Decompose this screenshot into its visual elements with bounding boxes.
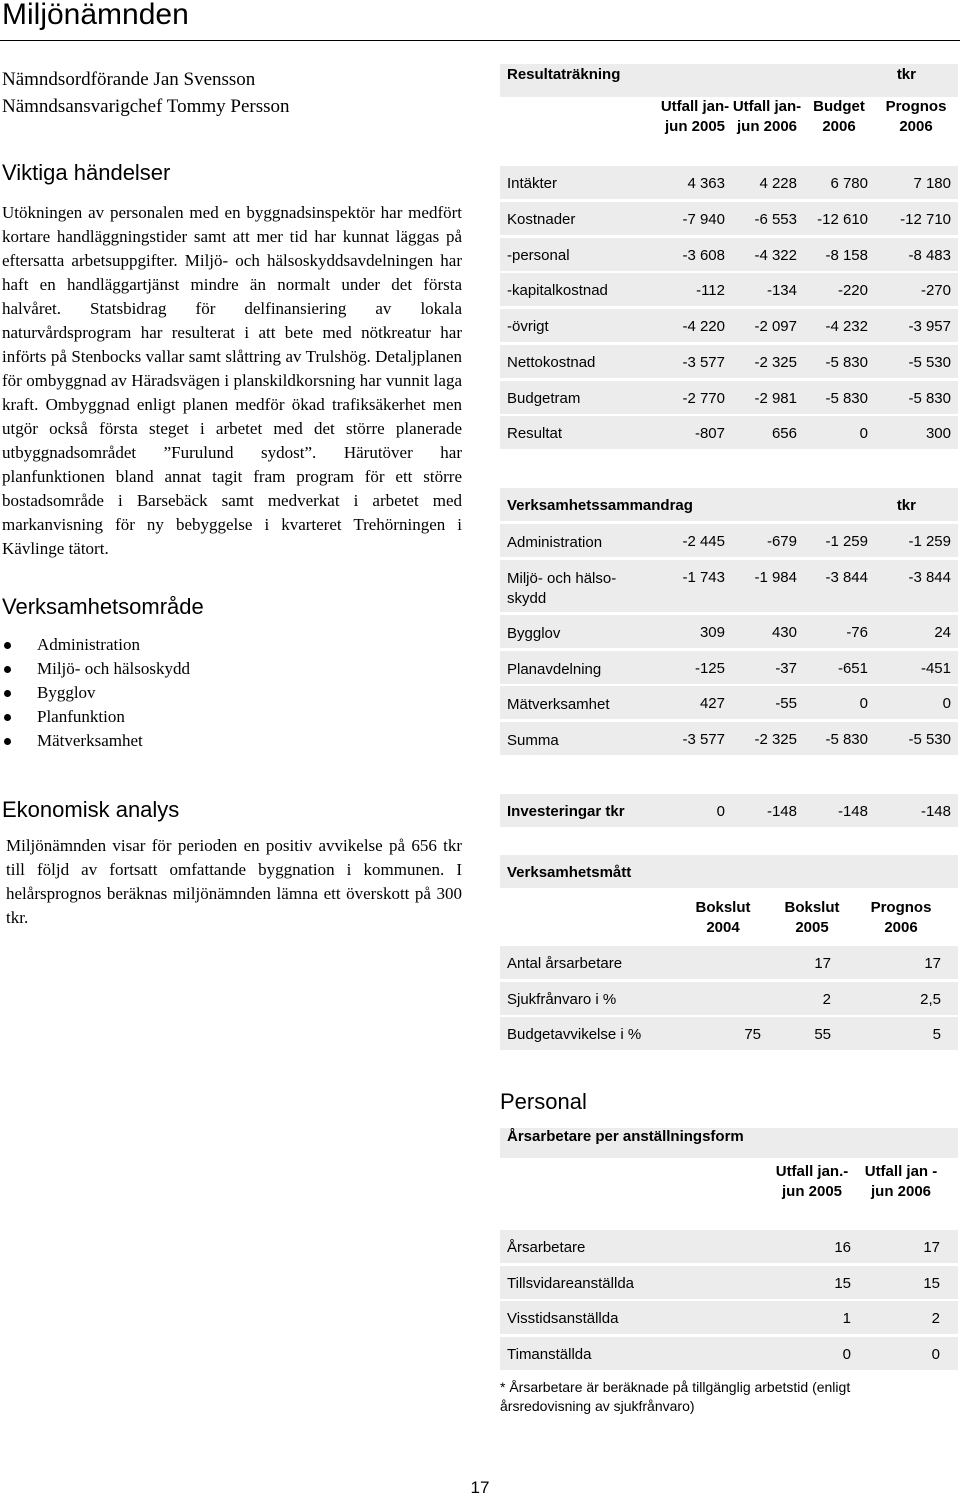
result-row xyxy=(500,309,958,342)
measures-header-row xyxy=(500,890,958,946)
value-cell: -807 xyxy=(694,425,725,442)
result-row xyxy=(500,166,958,199)
title-rule xyxy=(0,40,960,41)
value-cell: -55 xyxy=(775,695,797,712)
value-cell: -2 445 xyxy=(682,533,725,550)
personal-row xyxy=(500,1266,958,1299)
personal-heading: Personal xyxy=(500,1089,587,1114)
row-label: Mätverksamhet xyxy=(507,696,610,713)
personal-row xyxy=(500,1301,958,1334)
value-cell: -4 232 xyxy=(825,318,868,335)
summary-row xyxy=(500,651,958,684)
value-cell: -2 770 xyxy=(682,390,725,407)
measures-row xyxy=(500,982,958,1015)
value-cell: 24 xyxy=(934,624,951,641)
value-cell: 0 xyxy=(859,695,868,712)
area-item: Administration xyxy=(2,633,462,657)
value-cell: -5 830 xyxy=(908,390,951,407)
result-row xyxy=(500,381,958,414)
column-header: Utfall jan.- jun 2005 xyxy=(775,1163,849,1200)
value-cell: -3 577 xyxy=(682,731,725,748)
area-item: Miljö- och hälsoskydd xyxy=(2,657,462,681)
value-cell: 15 xyxy=(923,1275,940,1292)
events-text: Utökningen av personalen med en byggnadsinspektör har medfört kortare handläggningstider samt att mer tid har kunnat läggas på eftersatta arbetsuppgifter. Miljö- och hälsoskyddsavdelningen har haft en handläggartjänst mindre än normalt under det första halvåret. Statsbidrag för delfinansiering av lokala naturvårdsprogram har resulterat i att bete med nötkreatur har införts på Stenbocks vallar samt slåttring av Trulshög. Detaljplanen för ombyggnad av Häradsvägen i planskildkorsning har vunnit laga kraft. Ombyggnad enligt planen medför ökad trafiksäkerhet men utgör också första steget i arbetet med det större planerade utbyggnadsområdet ”Furulund sydost”. Härutöver har planfunktionen bland annat tagit fram program för ett större bostadsområde i Barsebäck samt medverkat i arbetet med markanvisning för ny bebyggelse i kvarteret Trehörningen i Kävlinge tätort. xyxy=(2,203,462,558)
area-item: Planfunktion xyxy=(2,705,462,729)
result-row xyxy=(500,238,958,271)
value-cell: -125 xyxy=(694,660,725,677)
row-label: Administration xyxy=(507,534,603,551)
value-cell: 430 xyxy=(771,624,797,641)
value-cell: -3 577 xyxy=(682,354,725,371)
value-cell: 300 xyxy=(925,425,951,442)
value-cell: 5 xyxy=(932,1026,941,1043)
invest-row xyxy=(500,794,958,827)
econ-heading: Ekonomisk analys xyxy=(2,797,180,822)
measures-row xyxy=(500,946,958,979)
value-cell: -1 259 xyxy=(825,533,868,550)
chair-line: Nämndsordförande Jan Svensson xyxy=(2,69,256,90)
row-label: Summa xyxy=(507,732,559,749)
value-cell: -7 940 xyxy=(682,211,725,228)
result-title: Resultaträkning xyxy=(507,66,621,83)
area-list xyxy=(2,633,462,753)
value-cell: 7 180 xyxy=(913,175,951,192)
value-cell: -1 984 xyxy=(754,569,797,586)
summary-row xyxy=(500,722,958,755)
personal-title: Årsarbetare per anställningsform xyxy=(507,1128,744,1145)
value-cell: -3 844 xyxy=(825,569,868,586)
measures-title: Verksamhetsmått xyxy=(507,864,632,881)
row-label: Tillsvidareanställda xyxy=(507,1275,635,1292)
column-header: Utfall jan-jun 2005 xyxy=(660,98,730,135)
chief-line: Nämndsansvarigchef Tommy Persson xyxy=(2,96,290,117)
row-label: Sjukfrånvaro i % xyxy=(507,991,617,1008)
area-heading: Verksamhetsområde xyxy=(2,594,204,619)
value-cell: -451 xyxy=(920,660,951,677)
value-cell: 4 228 xyxy=(759,175,797,192)
column-header: Utfall jan - jun 2006 xyxy=(864,1163,938,1200)
value-cell: -2 097 xyxy=(754,318,797,335)
row-label: -kapitalkostnad xyxy=(507,282,608,299)
value-cell: 309 xyxy=(699,624,725,641)
row-label: Miljö- och hälso- skydd xyxy=(507,570,617,607)
chair-block xyxy=(2,66,462,120)
column-header: Prognos 2006 xyxy=(885,98,947,135)
column-header: Utfall jan-jun 2006 xyxy=(732,98,802,135)
result-row xyxy=(500,416,958,449)
value-cell: -5 830 xyxy=(825,390,868,407)
value-cell: -148 xyxy=(766,803,797,820)
value-cell: 0 xyxy=(716,803,725,820)
value-cell: -12 710 xyxy=(900,211,951,228)
area-item: Bygglov xyxy=(2,681,462,705)
result-unit: tkr xyxy=(896,66,916,83)
value-cell: -270 xyxy=(920,282,951,299)
personal-header-row xyxy=(500,1158,958,1224)
row-label: Planavdelning xyxy=(507,661,602,678)
value-cell: 0 xyxy=(859,425,868,442)
personal-row xyxy=(500,1337,958,1370)
value-cell: -3 608 xyxy=(682,247,725,264)
value-cell: 0 xyxy=(931,1346,940,1363)
summary-row xyxy=(500,615,958,648)
value-cell: -8 158 xyxy=(825,247,868,264)
row-label: Resultat xyxy=(507,425,563,442)
value-cell: 75 xyxy=(744,1026,761,1043)
value-cell: 17 xyxy=(923,1239,940,1256)
value-cell: -37 xyxy=(775,660,797,677)
value-cell: -76 xyxy=(846,624,868,641)
page-number: 17 xyxy=(470,1478,490,1497)
econ-body: Miljönämnden visar för perioden en positiv avvikelse på 656 tkr till följd av fortsatt omfattande byggnation i kommunen. I helårsprognos beräknas miljönämnden lämna ett överskott på 300 tkr. xyxy=(6,836,462,927)
value-cell: 656 xyxy=(771,425,797,442)
summary-unit: tkr xyxy=(896,497,916,514)
column-header: Bokslut 2005 xyxy=(784,899,840,936)
column-header: Budget 2006 xyxy=(813,98,865,135)
summary-title: Verksamhetssammandrag xyxy=(507,497,693,514)
value-cell: 2 xyxy=(931,1310,940,1327)
value-cell: -5 830 xyxy=(825,354,868,371)
row-label: Budgetavvikelse i % xyxy=(507,1026,642,1043)
value-cell: -134 xyxy=(766,282,797,299)
result-row xyxy=(500,273,958,306)
value-cell: -5 530 xyxy=(908,731,951,748)
row-label: Antal årsarbetare xyxy=(507,955,623,972)
value-cell: -5 830 xyxy=(825,731,868,748)
value-cell: 55 xyxy=(814,1026,831,1043)
row-label: Årsarbetare xyxy=(507,1239,586,1256)
page-title: Miljönämnden xyxy=(2,0,189,31)
value-cell: -651 xyxy=(837,660,868,677)
column-header: Prognos 2006 xyxy=(870,899,932,936)
value-cell: 6 780 xyxy=(830,175,868,192)
summary-row xyxy=(500,686,958,719)
row-label: Kostnader xyxy=(507,211,576,228)
summary-row xyxy=(500,560,958,612)
events-body xyxy=(2,201,462,561)
value-cell: 1 xyxy=(842,1310,851,1327)
row-label: Timanställda xyxy=(507,1346,592,1363)
measures-title-row xyxy=(500,855,958,888)
value-cell: 4 363 xyxy=(687,175,725,192)
value-cell: -4 322 xyxy=(754,247,797,264)
row-label: Visstidsanställda xyxy=(507,1310,619,1327)
value-cell: 2 xyxy=(822,991,831,1008)
events-heading: Viktiga händelser xyxy=(2,160,171,185)
value-cell: -6 553 xyxy=(754,211,797,228)
value-cell: 17 xyxy=(814,955,831,972)
value-cell: 427 xyxy=(699,695,725,712)
invest-label: Investeringar tkr xyxy=(507,803,625,820)
value-cell: 2,5 xyxy=(920,991,941,1008)
personal-title-row xyxy=(500,1128,958,1158)
value-cell: -112 xyxy=(696,282,725,299)
value-cell: -12 610 xyxy=(817,211,868,228)
value-cell: -3 957 xyxy=(908,318,951,335)
personal-row xyxy=(500,1230,958,1263)
value-cell: -1 743 xyxy=(682,569,725,586)
measures-row xyxy=(500,1017,958,1050)
summary-row xyxy=(500,524,958,557)
row-label: Bygglov xyxy=(507,625,561,642)
result-row xyxy=(500,202,958,235)
value-cell: -148 xyxy=(837,803,868,820)
value-cell: 0 xyxy=(942,695,951,712)
summary-title-row xyxy=(500,488,958,521)
value-cell: -220 xyxy=(837,282,868,299)
row-label: -personal xyxy=(507,247,570,264)
result-title-row xyxy=(500,64,958,97)
row-label: Intäkter xyxy=(507,175,558,192)
column-header: Bokslut 2004 xyxy=(695,899,751,936)
value-cell: -2 325 xyxy=(754,731,797,748)
value-cell: 16 xyxy=(834,1239,851,1256)
value-cell: -2 981 xyxy=(754,390,797,407)
row-label: Nettokostnad xyxy=(507,354,596,371)
value-cell: -5 530 xyxy=(908,354,951,371)
value-cell: -2 325 xyxy=(754,354,797,371)
value-cell: 17 xyxy=(924,955,941,972)
value-cell: -4 220 xyxy=(682,318,725,335)
result-row xyxy=(500,345,958,378)
value-cell: -1 259 xyxy=(908,533,951,550)
value-cell: -148 xyxy=(920,803,951,820)
value-cell: -8 483 xyxy=(908,247,951,264)
value-cell: -3 844 xyxy=(908,569,951,586)
value-cell: 15 xyxy=(834,1275,851,1292)
personal-footnote: * Årsarbetare är beräknade på tillgänglig arbetstid (enligt årsredovisning av sjukfrånvaro) xyxy=(500,1379,851,1414)
value-cell: -679 xyxy=(766,533,797,550)
row-label: -övrigt xyxy=(507,318,549,335)
row-label: Budgetram xyxy=(507,390,581,407)
value-cell: 0 xyxy=(842,1346,851,1363)
area-item: Mätverksamhet xyxy=(2,729,462,753)
result-header-row xyxy=(500,97,958,163)
